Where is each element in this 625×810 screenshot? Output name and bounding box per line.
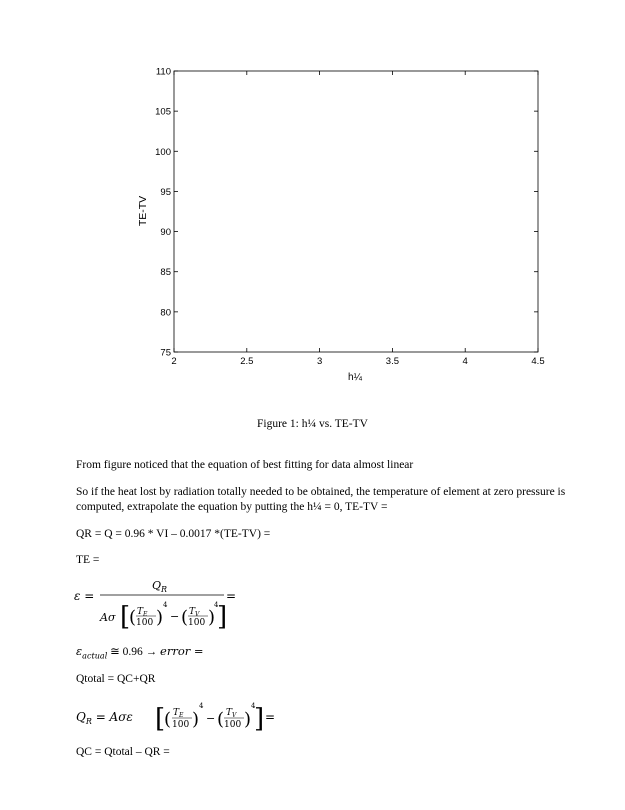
svg-text:): ) [208, 607, 216, 628]
equation-te-line: TE = [76, 554, 100, 566]
x-tick-label: 2 [171, 356, 177, 367]
figure-caption: Figure 1: h¼ vs. TE-TV [257, 418, 368, 430]
svg-text:(: ( [181, 607, 189, 628]
svg-text:4: 4 [199, 702, 204, 710]
epsilon-actual-value: ≅ 0.96 → [110, 646, 158, 658]
svg-text:−: − [206, 712, 216, 725]
svg-text:QR = Aσε: $Q_R = A\sigma\varepsilon$ [76, 710, 133, 726]
svg-text:100: 100 [172, 720, 190, 730]
svg-text:): ) [244, 709, 252, 730]
svg-text:Aσ: Aσ [100, 611, 116, 624]
error-label: error = [160, 644, 204, 658]
svg-text:TE: $T_E$ [173, 708, 184, 719]
svg-text:(: ( [164, 709, 172, 730]
svg-text:100: 100 [224, 720, 242, 730]
svg-text:[: [ [120, 602, 131, 632]
svg-text:]: ] [254, 704, 265, 734]
epsilon-actual-symbol: $\varepsilon_{actual}$ [76, 644, 108, 661]
svg-text:100: 100 [136, 618, 154, 628]
x-tick-label: 3 [316, 356, 323, 367]
y-tick-label: 80 [160, 307, 171, 319]
y-tick-label: 105 [155, 106, 171, 118]
svg-text:[: [ [155, 704, 166, 734]
y-axis-label: TE-TV [137, 195, 149, 227]
chart [0, 0, 625, 400]
svg-text:TV: $T_V$ [189, 607, 200, 618]
x-tick-label: 4 [462, 356, 468, 367]
equation-qc-line: QC = Qtotal – QR = [76, 746, 170, 758]
x-tick-label: 2.5 [240, 356, 254, 367]
svg-text:4: 4 [163, 601, 168, 609]
y-tick-label: 95 [160, 186, 171, 198]
svg-text:100: 100 [188, 618, 206, 628]
y-tick-label: 110 [155, 66, 171, 78]
x-axis-label: h¼ [348, 372, 362, 383]
x-tick-label: 3.5 [385, 356, 400, 367]
x-tick-label: 4.5 [531, 356, 545, 367]
svg-text:−: − [170, 610, 180, 623]
paragraph-2 [76, 485, 606, 515]
svg-text:=: = [226, 589, 237, 603]
equation-epsilon [60, 575, 260, 635]
equation-qr-radiation [70, 693, 290, 741]
svg-text:): ) [192, 709, 200, 730]
svg-text:(: ( [129, 607, 137, 628]
svg-text:): ) [156, 607, 164, 628]
svg-text:]: ] [217, 602, 228, 632]
svg-text:4: 4 [251, 702, 256, 710]
equation-qtotal-line: Qtotal = QC+QR [76, 673, 156, 685]
paragraph-2-text: So if the heat lost by radiation totally needed to be obtained, the temperature of element at zero pressure is computed, extrapolate the equation by putting the h¼ = 0, TE-TV = [76, 486, 566, 513]
equation-epsilon-actual [76, 644, 204, 663]
y-tick-label: 75 [160, 347, 171, 359]
svg-text:TE: $T_E$ [137, 607, 148, 618]
svg-text:TV: $T_V$ [226, 708, 237, 719]
equation-qr-line: QR = Q = 0.96 * VI – 0.0017 *(TE-TV) = [76, 528, 271, 540]
y-tick-label: 100 [155, 146, 171, 158]
svg-text:=: = [265, 710, 276, 724]
svg-text:ε =: ε = [74, 589, 95, 603]
svg-text:QR: $Q_R$ [152, 579, 168, 594]
paragraph-1: From figure noticed that the equation of best fitting for data almost linear [76, 459, 414, 471]
svg-text:(: ( [217, 709, 225, 730]
svg-text:4: 4 [214, 601, 219, 609]
plot-area [174, 71, 538, 352]
y-tick-label: 85 [160, 267, 171, 279]
y-tick-label: 90 [160, 227, 171, 239]
